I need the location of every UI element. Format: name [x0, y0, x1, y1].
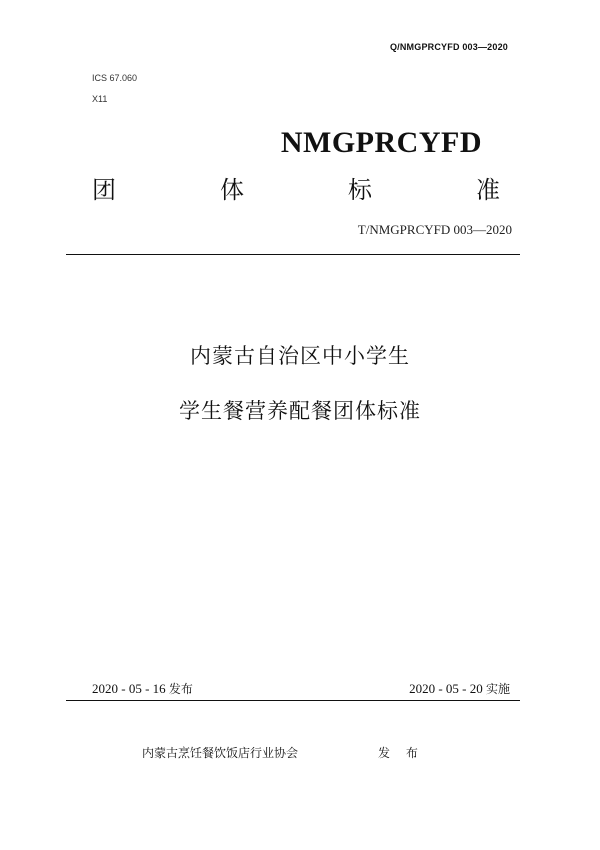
standard-type-char: 标	[348, 176, 372, 204]
title-line-1: 内蒙古自治区中小学生	[190, 344, 410, 368]
publisher-name: 内蒙古烹饪餐饮饭店行业协会	[142, 746, 299, 760]
ics-code: ICS 67.060	[92, 73, 138, 83]
document-code: Q/NMGPRCYFD 003—2020	[389, 42, 508, 52]
organization-code: NMGPRCYFD	[280, 126, 482, 159]
standard-type-char: 准	[476, 176, 500, 204]
bottom-divider	[66, 700, 520, 701]
publish-label: 发 布	[378, 746, 424, 760]
standard-type-char: 体	[220, 176, 244, 204]
standard-number: T/NMGPRCYFD 003—2020	[357, 222, 512, 237]
implementation-date-value: 2020 - 05 - 20	[409, 681, 483, 696]
classification-code: X11	[92, 94, 108, 104]
issue-date-value: 2020 - 05 - 16	[92, 681, 166, 696]
issue-label: 发布	[168, 682, 193, 696]
top-divider	[66, 254, 520, 255]
title-line-2: 学生餐营养配餐团体标准	[179, 399, 421, 423]
implementation-label: 实施	[485, 682, 510, 696]
standard-type-char: 团	[92, 176, 116, 204]
issue-date	[92, 680, 193, 697]
standard-type	[92, 170, 500, 205]
implementation-date	[409, 680, 510, 697]
